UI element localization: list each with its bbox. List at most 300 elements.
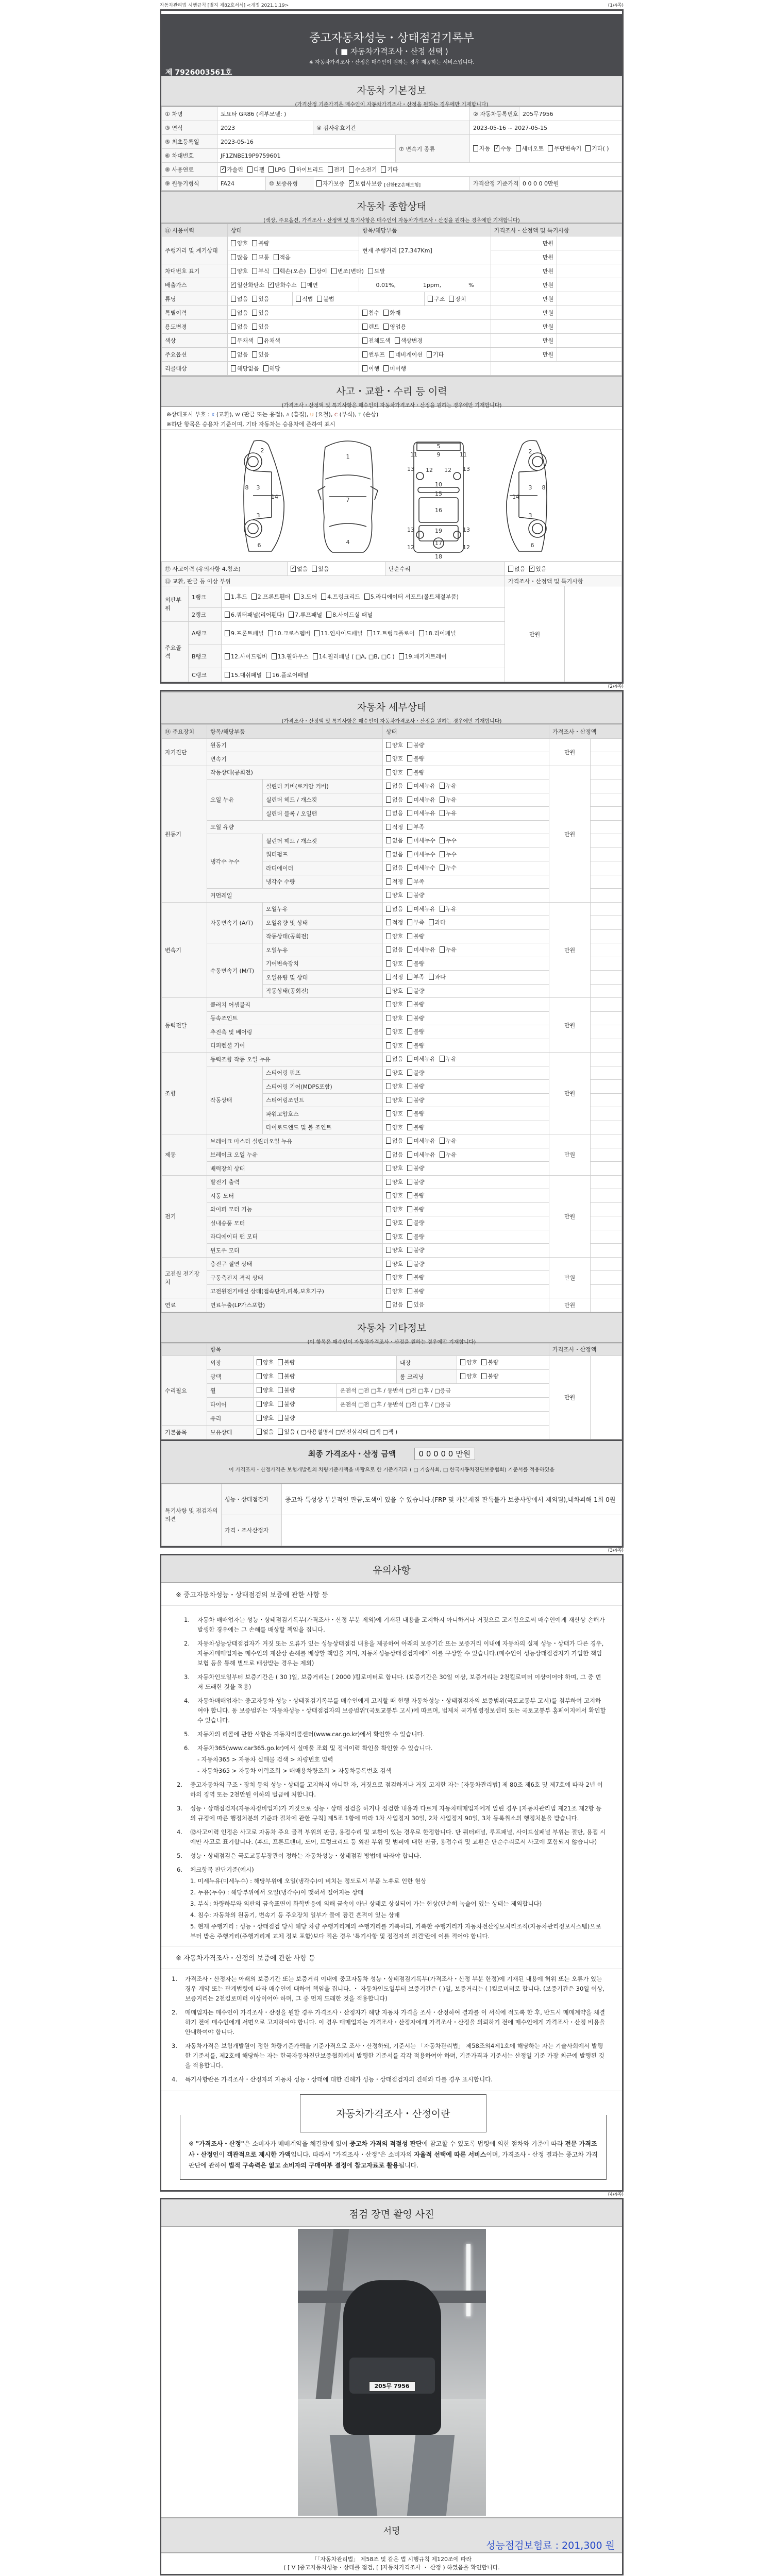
checkbox-option[interactable] — [328, 165, 345, 174]
checkbox-option[interactable] — [386, 1082, 403, 1090]
checkbox[interactable] — [407, 1028, 412, 1035]
checkbox[interactable] — [274, 254, 279, 260]
checkbox[interactable] — [383, 310, 389, 316]
checkbox[interactable] — [407, 1110, 412, 1116]
checkbox-option[interactable] — [251, 592, 291, 601]
checkbox-option[interactable] — [481, 1358, 498, 1366]
checkbox-option[interactable] — [407, 1232, 424, 1241]
checkbox-option[interactable] — [386, 1027, 403, 1036]
checkbox[interactable] — [386, 1274, 391, 1280]
checkbox[interactable] — [278, 1373, 283, 1379]
checkbox-option[interactable] — [440, 905, 457, 913]
checkbox-option[interactable] — [257, 1428, 274, 1436]
checkbox-option[interactable] — [314, 629, 362, 637]
checkbox[interactable] — [278, 1429, 283, 1435]
checkbox[interactable] — [231, 240, 236, 246]
checkbox[interactable] — [290, 166, 295, 173]
checkbox-option[interactable] — [231, 336, 254, 345]
checkbox[interactable] — [407, 1233, 412, 1240]
checkbox-option[interactable] — [367, 629, 415, 637]
checkbox-option[interactable] — [278, 1372, 295, 1380]
checkbox[interactable] — [407, 974, 412, 980]
checkbox[interactable] — [386, 837, 391, 843]
checkbox-option[interactable] — [225, 671, 262, 679]
checkbox[interactable] — [321, 594, 326, 600]
checkbox[interactable] — [263, 365, 268, 371]
checkbox[interactable] — [449, 296, 454, 302]
checkbox-option[interactable] — [274, 267, 306, 275]
checkbox[interactable]: ✓ — [530, 565, 534, 571]
checkbox-option[interactable] — [386, 891, 403, 899]
checkbox[interactable] — [473, 145, 478, 151]
checkbox[interactable] — [407, 865, 412, 871]
checkbox-option[interactable] — [386, 823, 403, 831]
checkbox-option[interactable] — [257, 1414, 274, 1422]
checkbox[interactable] — [407, 1179, 412, 1185]
checkbox[interactable] — [407, 960, 412, 967]
checkbox-option[interactable] — [294, 592, 317, 601]
checkbox-option[interactable] — [272, 652, 309, 660]
checkbox-option[interactable] — [386, 1218, 403, 1227]
checkbox[interactable] — [386, 1015, 391, 1021]
checkbox[interactable] — [278, 1387, 283, 1393]
checkbox-option[interactable] — [231, 267, 248, 275]
checkbox-option[interactable] — [316, 179, 345, 188]
checkbox[interactable] — [310, 268, 315, 274]
checkbox-option[interactable] — [257, 1358, 274, 1366]
checkbox-option[interactable] — [266, 671, 309, 679]
checkbox-option[interactable] — [312, 565, 329, 573]
checkbox-option[interactable] — [407, 1109, 424, 1117]
checkbox-option[interactable] — [494, 144, 511, 152]
checkbox[interactable] — [440, 810, 445, 816]
checkbox[interactable] — [407, 755, 412, 761]
checkbox-option[interactable] — [407, 1082, 424, 1090]
checkbox[interactable] — [386, 1070, 391, 1076]
checkbox[interactable] — [407, 878, 412, 885]
checkbox[interactable] — [257, 1359, 262, 1365]
checkbox[interactable] — [460, 1373, 465, 1379]
checkbox[interactable] — [407, 783, 412, 789]
checkbox[interactable] — [516, 145, 521, 151]
checkbox[interactable] — [407, 946, 412, 953]
checkbox-option[interactable] — [268, 281, 297, 289]
checkbox-option[interactable] — [407, 877, 424, 886]
checkbox[interactable] — [386, 1028, 391, 1035]
checkbox-option[interactable] — [313, 652, 395, 660]
checkbox-option[interactable] — [386, 959, 403, 968]
checkbox-option[interactable] — [407, 987, 424, 995]
checkbox-option[interactable] — [440, 1055, 457, 1063]
checkbox-option[interactable] — [585, 144, 609, 152]
checkbox[interactable] — [278, 1359, 283, 1365]
checkbox[interactable] — [407, 1165, 412, 1171]
checkbox[interactable] — [362, 365, 367, 371]
checkbox[interactable] — [386, 1288, 391, 1294]
checkbox-option[interactable] — [252, 267, 269, 275]
checkbox-option[interactable] — [407, 1137, 435, 1145]
checkbox[interactable] — [407, 851, 412, 857]
checkbox-option[interactable] — [407, 850, 435, 858]
checkbox[interactable]: ✓ — [349, 180, 354, 186]
checkbox-option[interactable] — [257, 1400, 274, 1408]
checkbox-option[interactable] — [386, 754, 403, 762]
checkbox-option[interactable] — [381, 165, 398, 174]
checkbox-option[interactable] — [386, 1178, 403, 1186]
checkbox[interactable] — [427, 351, 432, 358]
checkbox[interactable] — [301, 282, 306, 288]
checkbox[interactable] — [407, 1206, 412, 1212]
checkbox[interactable] — [481, 1359, 486, 1365]
checkbox-option[interactable] — [407, 1191, 424, 1199]
checkbox[interactable] — [440, 865, 445, 871]
checkbox[interactable] — [225, 653, 230, 659]
checkbox[interactable] — [386, 755, 391, 761]
checkbox[interactable] — [314, 630, 320, 636]
checkbox-option[interactable] — [407, 1246, 424, 1254]
checkbox-option[interactable] — [386, 877, 403, 886]
checkbox-option[interactable] — [407, 1055, 435, 1063]
checkbox[interactable] — [440, 837, 445, 843]
checkbox-option[interactable] — [440, 782, 457, 790]
checkbox[interactable] — [252, 296, 257, 302]
checkbox-option[interactable] — [386, 945, 403, 954]
checkbox[interactable] — [225, 672, 230, 678]
checkbox[interactable] — [386, 1151, 391, 1158]
checkbox-option[interactable] — [252, 309, 269, 317]
checkbox-option[interactable] — [407, 1287, 424, 1295]
checkbox-option[interactable] — [407, 836, 435, 844]
checkbox-option[interactable] — [225, 611, 284, 619]
checkbox-option[interactable] — [386, 1232, 403, 1241]
checkbox-option[interactable] — [362, 364, 379, 372]
checkbox[interactable] — [440, 851, 445, 857]
checkbox[interactable] — [257, 1373, 262, 1379]
checkbox[interactable] — [440, 946, 445, 953]
checkbox-option[interactable] — [386, 1041, 403, 1049]
checkbox-option[interactable] — [386, 932, 403, 940]
checkbox[interactable] — [317, 296, 322, 302]
checkbox[interactable] — [364, 594, 369, 600]
checkbox[interactable] — [428, 296, 433, 302]
checkbox[interactable] — [407, 1247, 412, 1253]
checkbox-option[interactable] — [225, 652, 267, 660]
checkbox[interactable] — [407, 1301, 412, 1308]
checkbox-option[interactable] — [407, 959, 424, 968]
checkbox-option[interactable] — [407, 891, 424, 899]
checkbox-option[interactable] — [395, 336, 423, 345]
checkbox[interactable] — [362, 351, 367, 358]
checkbox-option[interactable] — [399, 652, 447, 660]
checkbox[interactable] — [257, 1401, 262, 1407]
checkbox-option[interactable] — [386, 1273, 403, 1281]
checkbox-option[interactable] — [258, 336, 280, 345]
checkbox[interactable] — [231, 296, 236, 302]
checkbox[interactable] — [440, 1056, 445, 1062]
checkbox-option[interactable] — [278, 1400, 295, 1408]
checkbox[interactable] — [407, 1288, 412, 1294]
checkbox[interactable] — [407, 1151, 412, 1158]
checkbox-option[interactable] — [386, 1109, 403, 1117]
checkbox-option[interactable] — [548, 144, 581, 152]
checkbox[interactable] — [407, 1138, 412, 1144]
checkbox[interactable] — [252, 310, 257, 316]
checkbox[interactable] — [386, 919, 391, 925]
checkbox-option[interactable] — [386, 1150, 403, 1159]
checkbox-option[interactable] — [231, 281, 264, 289]
checkbox-option[interactable] — [386, 836, 403, 844]
checkbox-option[interactable] — [386, 768, 403, 776]
checkbox[interactable] — [326, 612, 331, 618]
checkbox[interactable] — [395, 337, 400, 344]
checkbox[interactable] — [386, 946, 391, 953]
checkbox-option[interactable] — [407, 918, 424, 926]
checkbox-option[interactable] — [386, 1055, 403, 1063]
checkbox-option[interactable] — [257, 1372, 274, 1380]
checkbox[interactable] — [362, 324, 367, 330]
checkbox-option[interactable] — [231, 350, 248, 359]
checkbox[interactable] — [252, 324, 257, 330]
checkbox[interactable] — [386, 1056, 391, 1062]
checkbox-option[interactable] — [386, 1000, 403, 1008]
checkbox[interactable] — [386, 878, 391, 885]
checkbox[interactable] — [508, 566, 513, 572]
checkbox-option[interactable] — [386, 1137, 403, 1145]
checkbox[interactable] — [429, 974, 434, 980]
checkbox[interactable] — [386, 1301, 391, 1308]
checkbox-option[interactable] — [252, 239, 269, 247]
checkbox-option[interactable] — [386, 809, 403, 817]
checkbox-option[interactable] — [407, 809, 435, 817]
checkbox-option[interactable] — [407, 741, 424, 749]
checkbox[interactable] — [407, 824, 412, 830]
checkbox-option[interactable] — [407, 1218, 424, 1227]
checkbox-option[interactable] — [407, 1205, 424, 1213]
checkbox-option[interactable] — [231, 239, 248, 247]
checkbox-option[interactable] — [440, 945, 457, 954]
checkbox-option[interactable] — [440, 809, 457, 817]
checkbox[interactable] — [383, 365, 389, 371]
checkbox-option[interactable] — [529, 565, 546, 573]
checkbox[interactable] — [407, 1274, 412, 1280]
checkbox[interactable] — [386, 1261, 391, 1267]
checkbox-option[interactable] — [407, 782, 435, 790]
checkbox[interactable] — [386, 1138, 391, 1144]
checkbox[interactable] — [407, 1124, 412, 1130]
checkbox-option[interactable] — [407, 1260, 424, 1268]
checkbox[interactable] — [407, 919, 412, 925]
checkbox-option[interactable] — [278, 1386, 295, 1394]
checkbox[interactable] — [407, 1192, 412, 1198]
checkbox-option[interactable] — [386, 741, 403, 749]
checkbox-option[interactable] — [386, 1123, 403, 1131]
checkbox-option[interactable] — [407, 1178, 424, 1186]
checkbox-option[interactable] — [429, 973, 446, 981]
checkbox-option[interactable] — [407, 945, 435, 954]
checkbox[interactable] — [381, 166, 386, 173]
checkbox[interactable] — [386, 769, 391, 775]
checkbox-option[interactable] — [291, 565, 308, 573]
checkbox-option[interactable] — [407, 932, 424, 940]
checkbox-option[interactable] — [407, 1000, 424, 1008]
checkbox[interactable] — [386, 810, 391, 816]
checkbox[interactable] — [386, 933, 391, 939]
checkbox[interactable] — [386, 783, 391, 789]
checkbox-option[interactable] — [440, 1137, 457, 1145]
checkbox-option[interactable] — [386, 1287, 403, 1295]
checkbox[interactable] — [386, 1001, 391, 1007]
checkbox-option[interactable] — [429, 918, 446, 926]
checkbox-option[interactable] — [349, 165, 377, 174]
checkbox-option[interactable] — [386, 1246, 403, 1254]
checkbox[interactable] — [419, 630, 424, 636]
checkbox-option[interactable] — [386, 918, 403, 926]
checkbox[interactable] — [585, 145, 591, 151]
checkbox-option[interactable] — [274, 253, 291, 261]
checkbox[interactable] — [266, 672, 271, 678]
checkbox-option[interactable] — [386, 863, 403, 872]
checkbox-option[interactable] — [407, 1014, 424, 1022]
checkbox[interactable]: ✓ — [231, 282, 236, 287]
checkbox-option[interactable] — [460, 1358, 477, 1366]
checkbox[interactable] — [386, 742, 391, 748]
checkbox-option[interactable] — [386, 850, 403, 858]
checkbox[interactable] — [407, 810, 412, 816]
checkbox-option[interactable] — [326, 611, 373, 619]
checkbox[interactable] — [407, 933, 412, 939]
checkbox[interactable] — [231, 324, 236, 330]
checkbox-option[interactable] — [301, 281, 318, 289]
checkbox-option[interactable] — [440, 863, 457, 872]
checkbox[interactable] — [231, 254, 236, 260]
checkbox[interactable] — [386, 824, 391, 830]
checkbox-option[interactable] — [386, 973, 403, 981]
checkbox-option[interactable] — [386, 1300, 403, 1309]
checkbox-option[interactable] — [386, 905, 403, 913]
checkbox-option[interactable] — [407, 1096, 424, 1104]
checkbox-option[interactable] — [317, 295, 334, 303]
checkbox-option[interactable] — [407, 1150, 435, 1159]
checkbox-option[interactable] — [252, 323, 269, 331]
checkbox[interactable] — [386, 851, 391, 857]
checkbox[interactable] — [407, 892, 412, 898]
checkbox-option[interactable] — [383, 364, 406, 372]
checkbox-option[interactable] — [460, 1372, 477, 1380]
checkbox[interactable] — [274, 268, 279, 274]
checkbox[interactable] — [407, 1042, 412, 1048]
checkbox-option[interactable] — [257, 1386, 274, 1394]
checkbox[interactable] — [386, 1110, 391, 1116]
checkbox-option[interactable] — [349, 179, 382, 188]
checkbox-option[interactable] — [310, 267, 327, 275]
checkbox-option[interactable] — [231, 323, 248, 331]
checkbox-option[interactable] — [231, 364, 259, 372]
checkbox[interactable] — [294, 594, 299, 600]
checkbox[interactable] — [386, 796, 391, 803]
checkbox[interactable] — [386, 1192, 391, 1198]
checkbox[interactable] — [407, 1097, 412, 1103]
checkbox[interactable] — [278, 1415, 283, 1421]
checkbox-option[interactable] — [407, 1273, 424, 1281]
checkbox-option[interactable] — [386, 1096, 403, 1104]
checkbox[interactable] — [231, 337, 236, 344]
checkbox-option[interactable] — [231, 295, 248, 303]
checkbox[interactable]: ✓ — [495, 145, 499, 151]
checkbox[interactable] — [231, 365, 236, 371]
checkbox[interactable] — [362, 310, 367, 316]
checkbox-option[interactable] — [473, 144, 490, 152]
checkbox-option[interactable] — [508, 565, 525, 573]
checkbox[interactable] — [231, 351, 236, 358]
checkbox-option[interactable] — [407, 973, 424, 981]
checkbox-option[interactable] — [407, 823, 424, 831]
checkbox-option[interactable] — [268, 166, 285, 173]
checkbox-option[interactable] — [296, 295, 313, 303]
checkbox[interactable] — [328, 166, 333, 173]
checkbox-option[interactable] — [419, 629, 456, 637]
checkbox[interactable] — [252, 351, 257, 358]
checkbox-option[interactable] — [278, 1358, 295, 1366]
checkbox-option[interactable] — [407, 905, 435, 913]
checkbox-option[interactable] — [386, 795, 403, 804]
checkbox-option[interactable] — [278, 1414, 295, 1422]
checkbox[interactable] — [278, 1401, 283, 1407]
checkbox-option[interactable] — [362, 309, 379, 317]
checkbox-option[interactable] — [383, 309, 400, 317]
checkbox[interactable] — [225, 612, 230, 618]
checkbox[interactable] — [386, 1233, 391, 1240]
checkbox-option[interactable] — [289, 611, 322, 619]
checkbox-option[interactable] — [252, 295, 269, 303]
checkbox[interactable] — [252, 268, 257, 274]
checkbox-option[interactable] — [407, 754, 424, 762]
checkbox-option[interactable] — [268, 629, 311, 637]
checkbox-option[interactable] — [364, 592, 459, 601]
checkbox[interactable] — [407, 796, 412, 803]
checkbox[interactable] — [386, 1124, 391, 1130]
checkbox-option[interactable] — [481, 1372, 498, 1380]
checkbox[interactable] — [407, 837, 412, 843]
checkbox[interactable] — [407, 1001, 412, 1007]
checkbox-option[interactable] — [516, 144, 544, 152]
checkbox[interactable] — [386, 960, 391, 967]
checkbox[interactable] — [268, 630, 273, 636]
checkbox-option[interactable] — [407, 1041, 424, 1049]
checkbox-option[interactable] — [407, 1300, 424, 1309]
checkbox-option[interactable] — [290, 165, 323, 174]
checkbox-option[interactable] — [231, 253, 248, 261]
checkbox-option[interactable] — [440, 850, 457, 858]
checkbox[interactable] — [386, 1097, 391, 1103]
checkbox[interactable] — [386, 1247, 391, 1253]
checkbox[interactable] — [389, 351, 394, 358]
checkbox[interactable] — [481, 1373, 486, 1379]
checkbox-option[interactable] — [386, 1069, 403, 1077]
checkbox-option[interactable] — [386, 782, 403, 790]
checkbox-option[interactable] — [362, 336, 391, 345]
checkbox[interactable] — [247, 166, 253, 173]
checkbox[interactable] — [407, 1083, 412, 1089]
checkbox-option[interactable] — [247, 165, 264, 174]
checkbox[interactable] — [386, 988, 391, 994]
checkbox[interactable] — [383, 324, 389, 330]
checkbox[interactable] — [440, 906, 445, 912]
checkbox-option[interactable] — [263, 364, 280, 372]
checkbox[interactable] — [386, 865, 391, 871]
checkbox[interactable] — [367, 630, 372, 636]
checkbox-option[interactable] — [221, 165, 243, 174]
checkbox-option[interactable] — [368, 267, 385, 275]
